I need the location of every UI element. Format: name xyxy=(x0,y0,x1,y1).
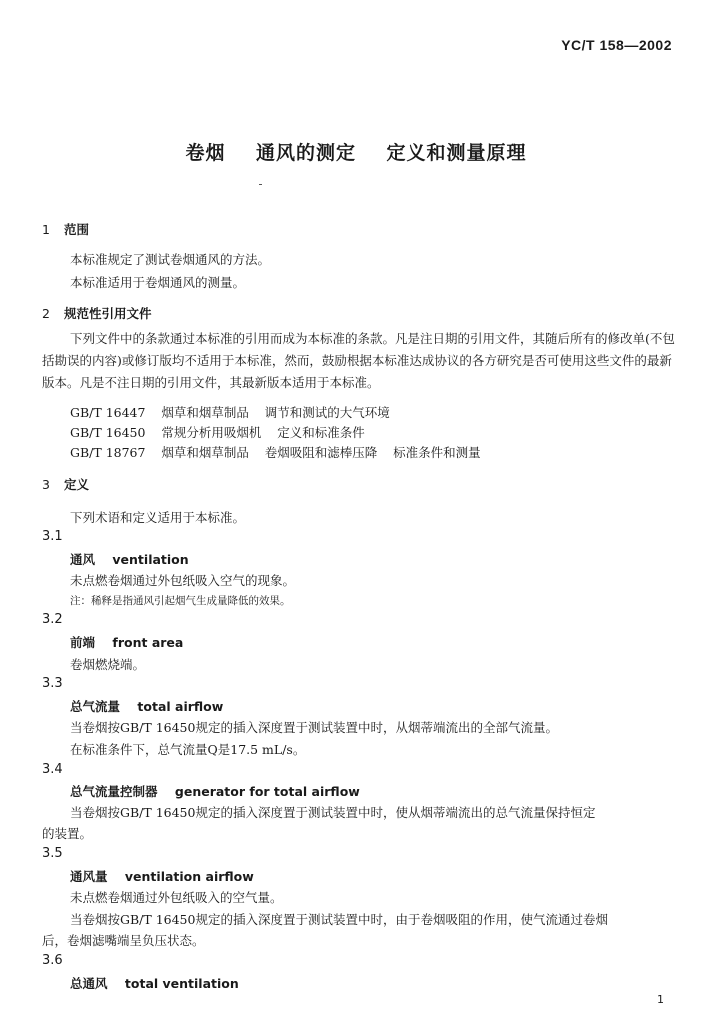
section-title: 范围 xyxy=(64,222,90,237)
page-number: 1 xyxy=(657,993,664,1006)
section-title: 规范性引用文件 xyxy=(64,306,152,321)
clause-3-6-term: 总通风 total ventilation xyxy=(70,976,239,991)
clause-3-3-term: 总气流量 total airflow xyxy=(70,699,224,714)
reference-gb-t-16450: GB/T 16450 常规分析用吸烟机 定义和标准条件 xyxy=(70,425,365,440)
reference-gb-t-18767: GB/T 18767 烟草和烟草制品 卷烟吸阻和滤棒压降 标准条件和测量 xyxy=(70,445,481,460)
document-title: 卷烟 通风的测定 定义和测量原理 xyxy=(185,142,527,164)
section-3-intro: 下列术语和定义适用于本标准。 xyxy=(70,510,246,525)
clause-3-2-number: 3.2 xyxy=(42,612,63,627)
clause-3-4-definition-start: 当卷烟按GB/T 16450规定的插入深度置于测试装置中时，使从烟蒂端流出的总气流量保持恒定 xyxy=(70,805,596,820)
clause-3-3-definition: 当卷烟按GB/T 16450规定的插入深度置于测试装置中时，从烟蒂端流出的全部气流量。 xyxy=(70,720,558,735)
clause-3-3-extra: 在标准条件下，总气流量Q是17.5 mL/s。 xyxy=(70,742,306,757)
section-2-paragraph: 下列文件中的条款通过本标准的引用而成为本标准的条款。凡是注日期的引用文件，其随后所有的修改单(不包括勘误的内容)或修订版均不适用于本标准，然而，鼓励根据本标准达成协议的各方研究是否可使用这些文件的最新版本。凡是不注日期的引用文件，其最新版本适用于本标准。 xyxy=(42,331,675,390)
section-2-heading xyxy=(42,304,152,322)
clause-3-2-definition: 卷烟燃烧端。 xyxy=(70,657,146,672)
clause-3-4-definition-end: 的装置。 xyxy=(42,826,93,841)
section-number: 3 xyxy=(42,477,50,492)
clause-3-4-number: 3.4 xyxy=(42,762,63,777)
clause-3-2-term: 前端 front area xyxy=(70,635,184,650)
section-1-heading xyxy=(42,220,89,238)
clause-3-6-number: 3.6 xyxy=(42,953,63,968)
section-1-line-2: 本标准适用于卷烟通风的测量。 xyxy=(70,275,246,290)
clause-3-1-definition: 未点燃卷烟通过外包纸吸入空气的现象。 xyxy=(70,573,296,588)
clause-3-1-number: 3.1 xyxy=(42,529,63,544)
clause-3-3-number: 3.3 xyxy=(42,676,63,691)
clause-3-5-term: 通风量 ventilation airflow xyxy=(70,869,254,884)
reference-gb-t-16447: GB/T 16447 烟草和烟草制品 调节和测试的大气环境 xyxy=(70,405,390,420)
clause-3-5-definition: 未点燃卷烟通过外包纸吸入的空气量。 xyxy=(70,890,283,905)
clause-3-5-extra-start: 当卷烟按GB/T 16450规定的插入深度置于测试装置中时，由于卷烟吸阻的作用，使气流通过卷烟 xyxy=(70,912,608,927)
section-number: 1 xyxy=(42,222,50,237)
section-title: 定义 xyxy=(64,477,90,492)
standard-code: YC/T 158—2002 xyxy=(561,37,672,53)
section-3-heading xyxy=(42,475,89,493)
section-number: 2 xyxy=(42,306,50,321)
section-1-line-1: 本标准规定了测试卷烟通风的方法。 xyxy=(70,252,271,267)
clause-3-1-term: 通风 ventilation xyxy=(70,552,189,567)
scan-artifact xyxy=(259,184,262,185)
clause-3-5-number: 3.5 xyxy=(42,846,63,861)
clause-3-4-term: 总气流量控制器 generator for total airflow xyxy=(70,784,360,799)
clause-3-1-note: 注：稀释是指通风引起烟气生成量降低的效果。 xyxy=(70,595,291,607)
clause-3-5-extra-end: 后，卷烟滤嘴端呈负压状态。 xyxy=(42,933,205,948)
